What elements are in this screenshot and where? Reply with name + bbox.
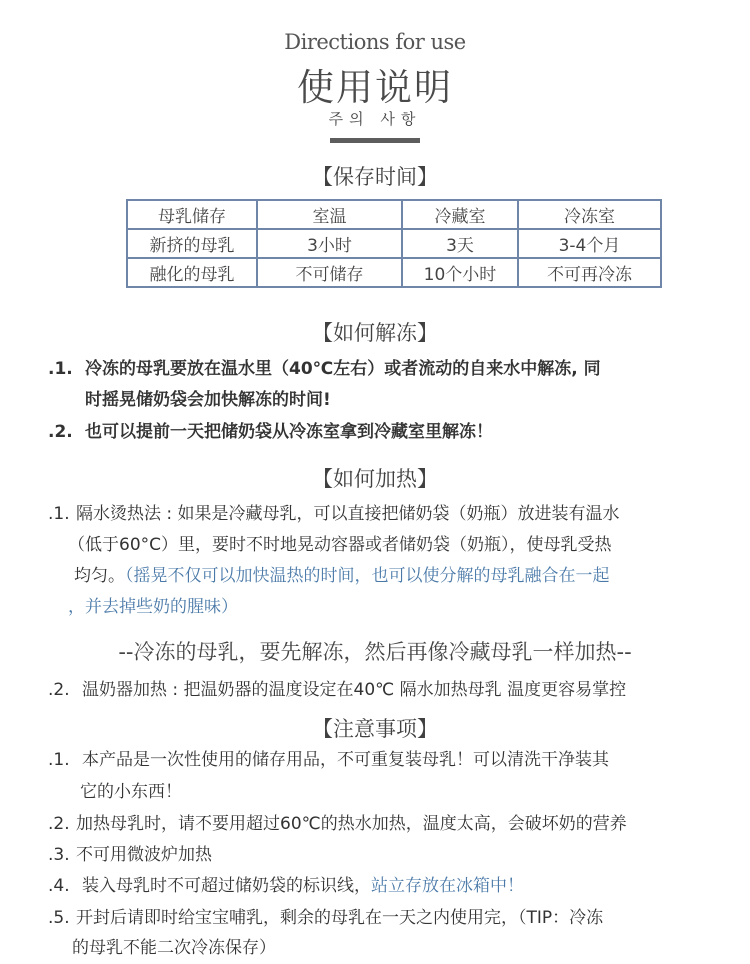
table-cell: 融化的母乳 bbox=[127, 258, 257, 287]
notice-item-number: .2. bbox=[48, 814, 70, 834]
notice-item-number: .3. bbox=[48, 845, 70, 865]
heat-note: --冷冻的母乳，要先解冻，然后再像冷藏母乳一样加热-- bbox=[118, 640, 632, 664]
title-underline bbox=[330, 138, 420, 143]
thaw-item-text: 时摇晃储奶袋会加快解冻的时间! bbox=[85, 390, 331, 410]
title-english: Directions for use bbox=[284, 30, 466, 54]
section-title-heat: 【如何加热】 bbox=[312, 467, 438, 491]
notice-item-text: 的母乳不能二次冷冻保存） bbox=[72, 938, 276, 958]
section-title-storage: 【保存时间】 bbox=[312, 165, 438, 189]
table-cell: 新挤的母乳 bbox=[127, 229, 257, 258]
table-cell: 3-4个月 bbox=[518, 229, 661, 258]
notice-item-highlight: 站立存放在冰箱中！ bbox=[371, 876, 524, 896]
table-header-cell: 母乳储存 bbox=[127, 200, 257, 229]
heat-item-tip-text: （摇晃不仅可以加快温热的时间，也可以使分解的母乳融合在一起 bbox=[125, 566, 610, 586]
thaw-item-text: 冷冻的母乳要放在温水里（40℃左右）或者流动的自来水中解冻, 同 bbox=[85, 359, 601, 379]
heat-item-text: 隔水烫热法 : 如果是冷藏母乳，可以直接把储奶袋（奶瓶）放进装有温水 bbox=[76, 504, 620, 524]
thaw-item-number: .1. bbox=[48, 359, 73, 379]
heat-item-text: 温奶器加热 : 把温奶器的温度设定在40℃ 隔水加热母乳 温度更容易掌控 bbox=[82, 680, 627, 700]
notice-item-number: .1. bbox=[48, 750, 70, 770]
table-header-row bbox=[127, 200, 661, 229]
heat-item-number: .1. bbox=[48, 504, 70, 524]
notice-item-number: .4. bbox=[48, 876, 70, 896]
table-header-cell: 冷冻室 bbox=[518, 200, 661, 229]
heat-item-plain-text: 均匀。 bbox=[74, 566, 125, 586]
notice-item-number: .5. bbox=[48, 908, 70, 928]
notice-item-text-line bbox=[82, 871, 524, 902]
table-header-cell: 冷藏室 bbox=[402, 200, 518, 229]
heat-item-text: （低于60°C）里，要时不时地晃动容器或者储奶袋（奶瓶），使母乳受热 bbox=[68, 535, 612, 555]
notice-item-text: 开封后请即时给宝宝哺乳，剩余的母乳在一天之内使用完，（TIP：冷冻 bbox=[76, 908, 604, 928]
table-cell: 10个小时 bbox=[402, 258, 518, 287]
notice-item-text: 加热母乳时，请不要用超过60℃的热水加热，温度太高，会破坏奶的营养 bbox=[76, 814, 627, 834]
table-cell: 3小时 bbox=[257, 229, 402, 258]
notice-item-text: 不可用微波炉加热 bbox=[76, 845, 212, 865]
table-cell: 3天 bbox=[402, 229, 518, 258]
table-row bbox=[127, 258, 661, 287]
notice-item-text: 它的小东西！ bbox=[80, 782, 182, 802]
table-cell: 不可储存 bbox=[257, 258, 402, 287]
thaw-item-number: .2. bbox=[48, 422, 73, 442]
thaw-item-text: 也可以提前一天把储奶袋从冷冻室拿到冷藏室里解冻！ bbox=[85, 422, 493, 442]
heat-item-text-line3 bbox=[74, 561, 610, 592]
section-title-thaw: 【如何解冻】 bbox=[312, 321, 438, 345]
table-row bbox=[127, 229, 661, 258]
title-korean: 주의 사항 bbox=[328, 110, 422, 128]
notice-item-text: 装入母乳时不可超过储奶袋的标识线， bbox=[82, 876, 371, 896]
storage-time-table bbox=[126, 199, 662, 288]
table-cell: 不可再冷冻 bbox=[518, 258, 661, 287]
table-header-cell: 室温 bbox=[257, 200, 402, 229]
heat-item-number: .2. bbox=[48, 680, 70, 700]
notice-item-text: 本产品是一次性使用的储存用品，不可重复装母乳！可以清洗干净装其 bbox=[82, 750, 609, 770]
heat-item-tip-text: ，并去掉些奶的腥味） bbox=[68, 597, 238, 617]
section-title-notice: 【注意事项】 bbox=[312, 717, 438, 741]
title-chinese: 使用说明 bbox=[297, 66, 453, 109]
